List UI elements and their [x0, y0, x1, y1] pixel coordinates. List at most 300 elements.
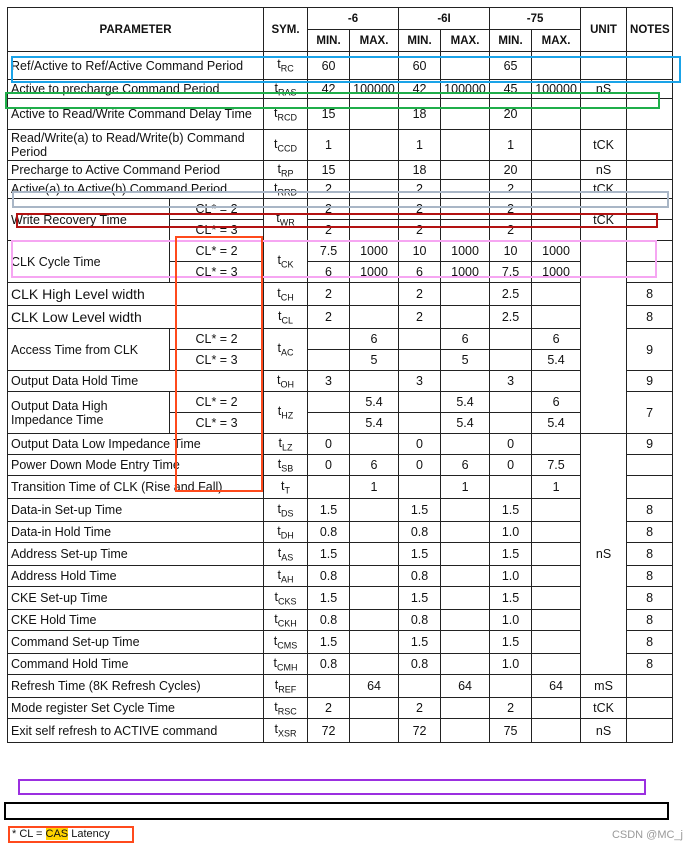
value-75-min: 10	[490, 241, 532, 262]
symbol	[264, 371, 308, 392]
symbol-subscript: DH	[280, 530, 294, 541]
value-75-min: 1.0	[490, 610, 532, 631]
value-75-max	[532, 566, 581, 587]
symbol-subscript: CMS	[277, 640, 298, 651]
symbol-subscript: AH	[281, 574, 294, 585]
parameter-name: Address Hold Time	[8, 566, 264, 587]
value-6i-max: 5.4	[441, 392, 490, 413]
table-row	[8, 543, 673, 566]
value-6i-max	[441, 587, 490, 610]
value-6-max	[350, 654, 399, 675]
footnote-prefix: * CL =	[12, 828, 46, 840]
value-6i-min: 2	[399, 199, 441, 220]
value-6-min: 15	[308, 99, 350, 130]
parameter-name: Command Hold Time	[8, 654, 264, 675]
value-75-max	[532, 199, 581, 220]
symbol-base: t	[277, 253, 281, 268]
table-row	[8, 180, 673, 199]
symbol	[264, 130, 308, 161]
value-6i-min: 2	[399, 283, 441, 306]
symbol-subscript: LZ	[282, 442, 293, 453]
table-row	[8, 161, 673, 180]
parameter-name: Command Set-up Time	[8, 631, 264, 654]
value-6-max: 1000	[350, 241, 399, 262]
table-row	[8, 455, 673, 476]
symbol-subscript: T	[284, 485, 290, 496]
symbol-base: t	[278, 435, 282, 450]
parameter-name: Active to Read/Write Command Delay Time	[8, 99, 264, 130]
note	[627, 262, 673, 283]
parameter-name: Power Down Mode Entry Time	[8, 455, 264, 476]
note: 9	[627, 434, 673, 455]
value-6i-max	[441, 566, 490, 587]
value-6-min: 2	[308, 698, 350, 719]
symbol-base: t	[277, 545, 282, 560]
symbol-base: t	[274, 611, 278, 626]
value-75-max	[532, 434, 581, 455]
footnote-cas-highlight: CAS	[45, 828, 69, 840]
value-75-min: 1.5	[490, 543, 532, 566]
note: 9	[627, 329, 673, 371]
value-75-min: 3	[490, 371, 532, 392]
value-75-max	[532, 543, 581, 566]
value-6-max	[350, 719, 399, 743]
note: 8	[627, 566, 673, 587]
value-6-min: 0	[308, 434, 350, 455]
note	[627, 161, 673, 180]
value-6-min: 2	[308, 220, 350, 241]
value-75-min: 7.5	[490, 262, 532, 283]
parameter-name: Active to precharge Command Period	[8, 80, 264, 99]
value-6-min: 0	[308, 455, 350, 476]
table-body	[8, 52, 673, 743]
symbol-base: t	[274, 136, 278, 151]
header-unit: UNIT	[581, 8, 627, 52]
footnote-suffix: Latency	[68, 828, 110, 840]
value-6-min: 0.8	[308, 566, 350, 587]
value-6i-min: 2	[399, 220, 441, 241]
parameter-name: Output Data Hold Time	[8, 371, 264, 392]
value-6i-min: 10	[399, 241, 441, 262]
unit: tCK	[581, 130, 627, 161]
value-75-max: 1000	[532, 241, 581, 262]
header-min: MIN.	[399, 30, 441, 52]
note	[627, 241, 673, 262]
value-6i-min: 1.5	[399, 587, 441, 610]
value-75-max: 5.4	[532, 350, 581, 371]
unit	[581, 52, 627, 80]
table-row	[8, 392, 673, 413]
value-75-min: 45	[490, 80, 532, 99]
header-max: MAX.	[532, 30, 581, 52]
unit: tCK	[581, 199, 627, 241]
value-75-max: 64	[532, 675, 581, 698]
value-75-min	[490, 392, 532, 413]
symbol-subscript: RAS	[278, 87, 297, 98]
value-75-max: 1	[532, 476, 581, 499]
value-6i-max	[441, 719, 490, 743]
value-75-max: 1000	[532, 262, 581, 283]
value-6-min: 1.5	[308, 587, 350, 610]
value-75-min	[490, 675, 532, 698]
value-75-min: 1.0	[490, 522, 532, 543]
value-6i-min: 1	[399, 130, 441, 161]
value-6i-max	[441, 434, 490, 455]
symbol	[264, 455, 308, 476]
value-6i-max: 1000	[441, 241, 490, 262]
note	[627, 476, 673, 499]
value-6i-max: 5	[441, 350, 490, 371]
value-6-min: 72	[308, 719, 350, 743]
value-75-min	[490, 329, 532, 350]
value-6-min: 0.8	[308, 522, 350, 543]
value-6-max	[350, 180, 399, 199]
value-6-max	[350, 220, 399, 241]
value-6-min: 7.5	[308, 241, 350, 262]
symbol	[264, 522, 308, 543]
value-75-max: 7.5	[532, 455, 581, 476]
table-row	[8, 631, 673, 654]
symbol-base: t	[274, 180, 278, 195]
table-row	[8, 587, 673, 610]
parameter-name: CLK Cycle Time	[8, 241, 170, 283]
value-6i-min: 1.5	[399, 543, 441, 566]
note: 8	[627, 631, 673, 654]
symbol	[264, 306, 308, 329]
parameter-name: CLK Low Level width	[8, 306, 264, 329]
parameter-name: Output Data High Impedance Time	[8, 392, 170, 434]
value-6-max	[350, 566, 399, 587]
value-6i-max	[441, 220, 490, 241]
value-6i-min: 18	[399, 161, 441, 180]
note	[627, 199, 673, 220]
symbol-base: t	[277, 567, 281, 582]
value-75-min: 20	[490, 99, 532, 130]
value-6-max	[350, 631, 399, 654]
symbol	[264, 392, 308, 434]
value-75-min: 20	[490, 161, 532, 180]
unit: tCK	[581, 180, 627, 199]
value-6i-min: 18	[399, 99, 441, 130]
symbol-subscript: CMH	[277, 662, 298, 673]
symbol-base: t	[274, 589, 278, 604]
unit: mS	[581, 675, 627, 698]
value-6i-min: 42	[399, 80, 441, 99]
header-min: MIN.	[308, 30, 350, 52]
parameter-name: CKE Hold Time	[8, 610, 264, 631]
value-6-min: 60	[308, 52, 350, 80]
symbol-base: t	[274, 105, 278, 120]
note: 8	[627, 499, 673, 522]
timing-parameter-table	[7, 7, 673, 743]
symbol-subscript: CKH	[277, 618, 297, 629]
table-row	[8, 675, 673, 698]
value-6-max: 6	[350, 455, 399, 476]
table-row	[8, 522, 673, 543]
table-row	[8, 80, 673, 99]
symbol-subscript: CL	[281, 315, 294, 326]
value-6-max	[350, 587, 399, 610]
unit: tCK	[581, 698, 627, 719]
value-75-min: 1.5	[490, 631, 532, 654]
table-row	[8, 434, 673, 455]
value-6-min: 15	[308, 161, 350, 180]
value-6-min	[308, 350, 350, 371]
value-75-max	[532, 283, 581, 306]
symbol	[264, 654, 308, 675]
value-6i-max	[441, 306, 490, 329]
symbol-subscript: RSC	[277, 706, 297, 717]
cas-latency-condition: CL* = 2	[170, 329, 264, 350]
table-row	[8, 610, 673, 631]
value-75-max: 100000	[532, 80, 581, 99]
note: 8	[627, 543, 673, 566]
cas-latency-condition: CL* = 3	[170, 350, 264, 371]
symbol	[264, 199, 308, 241]
value-6i-min: 0	[399, 455, 441, 476]
table-row	[8, 719, 673, 743]
value-6i-max	[441, 161, 490, 180]
value-6-min: 1	[308, 130, 350, 161]
note: 8	[627, 610, 673, 631]
value-6i-min: 72	[399, 719, 441, 743]
unit: nS	[581, 161, 627, 180]
value-6i-max: 1	[441, 476, 490, 499]
value-75-min	[490, 350, 532, 371]
value-6i-max	[441, 522, 490, 543]
parameter-name: Mode register Set Cycle Time	[8, 698, 264, 719]
value-75-max: 6	[532, 329, 581, 350]
value-6i-min	[399, 476, 441, 499]
unit	[581, 241, 627, 434]
value-75-min: 2	[490, 199, 532, 220]
table-row	[8, 698, 673, 719]
value-6i-min	[399, 350, 441, 371]
table-row	[8, 130, 673, 161]
value-6i-max	[441, 698, 490, 719]
note	[627, 130, 673, 161]
value-6i-max: 5.4	[441, 413, 490, 434]
unit: nS	[581, 80, 627, 99]
value-6-min: 1.5	[308, 631, 350, 654]
value-6i-min: 0.8	[399, 610, 441, 631]
symbol-subscript: RCD	[277, 112, 297, 123]
value-6-max	[350, 543, 399, 566]
value-75-max	[532, 180, 581, 199]
value-75-min: 0	[490, 434, 532, 455]
value-6i-max: 100000	[441, 80, 490, 99]
table-row	[8, 371, 673, 392]
symbol-base: t	[277, 341, 281, 356]
value-6-min: 2	[308, 306, 350, 329]
parameter-name: Active(a) to Active(b) Command Period	[8, 180, 264, 199]
value-75-max	[532, 631, 581, 654]
value-6-max	[350, 371, 399, 392]
symbol-subscript: HZ	[281, 410, 294, 421]
value-6i-max	[441, 130, 490, 161]
cas-latency-condition: CL* = 2	[170, 392, 264, 413]
parameter-name: Exit self refresh to ACTIVE command	[8, 719, 264, 743]
value-75-max	[532, 522, 581, 543]
parameter-name: CLK High Level width	[8, 283, 264, 306]
parameter-name: Data-in Set-up Time	[8, 499, 264, 522]
value-6-min: 0.8	[308, 654, 350, 675]
value-6-max	[350, 283, 399, 306]
cas-latency-condition: CL* = 2	[170, 199, 264, 220]
value-6-max: 5.4	[350, 413, 399, 434]
symbol-base: t	[277, 372, 281, 387]
value-75-min: 75	[490, 719, 532, 743]
parameter-name: Transition Time of CLK (Rise and Fall)	[8, 476, 264, 499]
symbol-base: t	[277, 161, 281, 176]
table-row	[8, 99, 673, 130]
value-6-max: 64	[350, 675, 399, 698]
symbol-subscript: SB	[281, 463, 294, 474]
value-75-max	[532, 130, 581, 161]
parameter-name: Data-in Hold Time	[8, 522, 264, 543]
value-75-max	[532, 654, 581, 675]
value-75-max	[532, 499, 581, 522]
symbol	[264, 80, 308, 99]
value-6i-min: 1.5	[399, 499, 441, 522]
value-75-min: 1.0	[490, 566, 532, 587]
value-75-min: 2	[490, 220, 532, 241]
value-75-min: 1.0	[490, 654, 532, 675]
value-6i-min: 0.8	[399, 566, 441, 587]
symbol-subscript: CKS	[278, 596, 297, 607]
symbol-base: t	[277, 501, 281, 516]
symbol-subscript: OH	[280, 379, 294, 390]
value-6-max: 5.4	[350, 392, 399, 413]
value-75-min: 1.5	[490, 587, 532, 610]
value-6i-max	[441, 631, 490, 654]
note: 8	[627, 306, 673, 329]
value-6i-max: 1000	[441, 262, 490, 283]
symbol-base: t	[274, 80, 278, 95]
value-6i-min	[399, 392, 441, 413]
value-6-min: 1.5	[308, 543, 350, 566]
table-row	[8, 654, 673, 675]
header-min: MIN.	[490, 30, 532, 52]
parameter-name: Read/Write(a) to Read/Write(b) Command Period	[8, 130, 264, 161]
value-75-max: 5.4	[532, 413, 581, 434]
value-6-max: 5	[350, 350, 399, 371]
table-row	[8, 566, 673, 587]
note: 8	[627, 654, 673, 675]
value-75-max	[532, 587, 581, 610]
value-6-min: 6	[308, 262, 350, 283]
value-75-min: 0	[490, 455, 532, 476]
unit: nS	[581, 434, 627, 675]
value-75-max	[532, 161, 581, 180]
value-6i-min	[399, 413, 441, 434]
value-6i-min: 6	[399, 262, 441, 283]
value-75-max	[532, 99, 581, 130]
value-75-min: 2	[490, 698, 532, 719]
symbol	[264, 99, 308, 130]
parameter-name: Access Time from CLK	[8, 329, 170, 371]
value-6i-min: 0.8	[399, 522, 441, 543]
table-row	[8, 499, 673, 522]
cas-latency-condition: CL* = 3	[170, 220, 264, 241]
value-6i-min: 60	[399, 52, 441, 80]
value-6-min: 0.8	[308, 610, 350, 631]
value-6i-max	[441, 180, 490, 199]
value-6-max	[350, 199, 399, 220]
symbol-base: t	[277, 57, 281, 72]
value-6-min	[308, 329, 350, 350]
value-6i-max	[441, 52, 490, 80]
note	[627, 698, 673, 719]
symbol-base: t	[274, 699, 278, 714]
value-75-min: 1	[490, 130, 532, 161]
symbol-subscript: RP	[281, 168, 294, 179]
parameter-name: Address Set-up Time	[8, 543, 264, 566]
table-row	[8, 306, 673, 329]
header-max: MAX.	[441, 30, 490, 52]
value-6i-max	[441, 283, 490, 306]
symbol	[264, 476, 308, 499]
value-6-max: 100000	[350, 80, 399, 99]
value-6-min: 1.5	[308, 499, 350, 522]
note	[627, 719, 673, 743]
value-6i-max	[441, 371, 490, 392]
highlight-box-txsr	[4, 802, 669, 820]
value-6i-max: 6	[441, 329, 490, 350]
note	[627, 180, 673, 199]
parameter-name: CKE Set-up Time	[8, 587, 264, 610]
symbol	[264, 719, 308, 743]
cas-latency-condition: CL* = 3	[170, 413, 264, 434]
symbol-base: t	[274, 677, 279, 692]
note	[627, 455, 673, 476]
note	[627, 675, 673, 698]
value-6i-max	[441, 610, 490, 631]
value-6-max	[350, 130, 399, 161]
value-6-max	[350, 434, 399, 455]
note	[627, 52, 673, 80]
value-75-min: 2	[490, 180, 532, 199]
value-6-max: 1000	[350, 262, 399, 283]
table-row	[8, 52, 673, 80]
value-6-max	[350, 610, 399, 631]
header-max: MAX.	[350, 30, 399, 52]
parameter-name: Ref/Active to Ref/Active Command Period	[8, 52, 264, 80]
value-75-min: 65	[490, 52, 532, 80]
value-6-min: 3	[308, 371, 350, 392]
value-6-min: 2	[308, 180, 350, 199]
cas-latency-footnote	[8, 826, 134, 843]
symbol-subscript: XSR	[278, 728, 297, 739]
value-6i-min: 1.5	[399, 631, 441, 654]
symbol-subscript: CK	[281, 259, 294, 270]
watermark: CSDN @MC_j	[611, 829, 683, 841]
value-75-min	[490, 413, 532, 434]
symbol	[264, 283, 308, 306]
value-75-max	[532, 371, 581, 392]
parameter-name: Output Data Low Impedance Time	[8, 434, 264, 455]
header-sym: SYM.	[264, 8, 308, 52]
symbol-base: t	[277, 523, 281, 538]
value-6-max	[350, 499, 399, 522]
header-grade-6i: -6I	[399, 8, 490, 30]
note	[627, 99, 673, 130]
value-6i-max: 6	[441, 455, 490, 476]
symbol	[264, 698, 308, 719]
table-row	[8, 476, 673, 499]
note: 8	[627, 283, 673, 306]
symbol	[264, 499, 308, 522]
